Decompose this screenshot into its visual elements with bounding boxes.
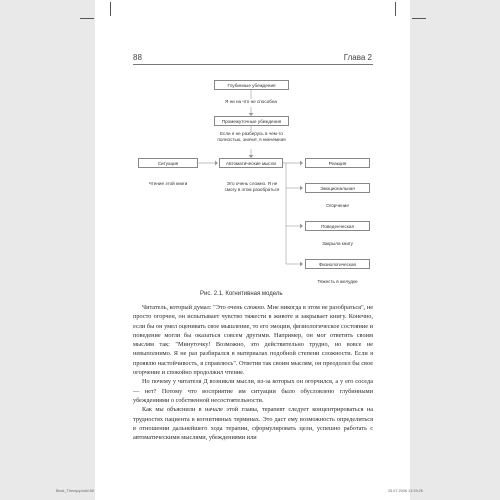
intermediate-beliefs-box: Промежуточные убеждения	[214, 116, 289, 126]
emotional-example: Огорчение	[326, 203, 349, 208]
arrowhead	[300, 186, 303, 191]
core-beliefs-box: Глубинные убеждения	[214, 80, 289, 90]
automatic-thoughts-box: Автоматические мысли	[219, 158, 283, 168]
arrowhead	[300, 262, 303, 267]
paragraph: Но почему у читателя Д возникли мысли, из-за которых он огорчился, а у его соседа — нет? Потому что восприятие им ситуации было обусловлено глубинными убеждениями о собственной несостоятельности.	[133, 378, 373, 404]
print-slug-date: 25.07.2006 13:29:26	[388, 489, 423, 493]
print-slug-file: Beck_Therapy.indd 88	[56, 489, 94, 493]
behavioral-reaction-box: Поведенческая	[305, 221, 370, 231]
emotional-reaction-box: Эмоциональная	[305, 183, 370, 193]
situation-example: Чтение этой книги	[148, 181, 188, 186]
physiological-reaction-box: Физиологическая	[305, 259, 370, 269]
arrowhead	[300, 161, 303, 166]
reaction-box: Реакция	[305, 158, 370, 168]
arrowhead	[215, 161, 218, 166]
intermediate-beliefs-example: Если я не разберусь в чем-то полностью, значит, я никчемная	[217, 131, 286, 142]
situation-box: Ситуация	[138, 158, 198, 168]
figure-caption: Рис. 2.1. Когнитивная модель	[200, 291, 283, 297]
body-text	[133, 303, 373, 442]
automatic-thought-example: Это очень сложно. Я не смогу в этом разобраться	[224, 181, 280, 192]
page-number: 88	[133, 53, 142, 62]
paragraph: Как мы объяснили в начале этой главы, терапевт следует концентрироваться на трудностях пациента в когнитивных терминах. Это даст ему возможность определиться в отношении дальнейшего хода терапии, сформулировать цели, успешно работать с автоматическими мыслями, убеждениями или	[133, 406, 373, 442]
chapter-title: Глава 2	[343, 53, 372, 62]
behavioral-example: Закрыла книгу	[322, 241, 353, 246]
paragraph: Читатель, который думал: "Это очень сложно. Мне никогда в этом не разобраться", не просто огорчен, он испытывает чувство тяжести в животе и закрывает книгу. Конечно, если бы он умел оценивать свое мышление, то его эмоции, физиологическое состояние и поведение могли бы оказаться совсем другими. Например, он мог ответить своим мыслям так: "Минуточку! Возможно, это действительно трудно, но вовсе не невыполнимо. Я не раз разбирался в материалах подобной степени сложности. Если я проявлю настойчивость, я справлюсь". Ответив так своим мыслям, он преодолел бы свое огорчение и спокойно продолжил чтение.	[133, 304, 373, 377]
arrowhead	[300, 224, 303, 229]
core-beliefs-example: Я ни на что не способна	[225, 99, 277, 104]
physiological-example: Тяжесть в желудке	[317, 279, 358, 284]
